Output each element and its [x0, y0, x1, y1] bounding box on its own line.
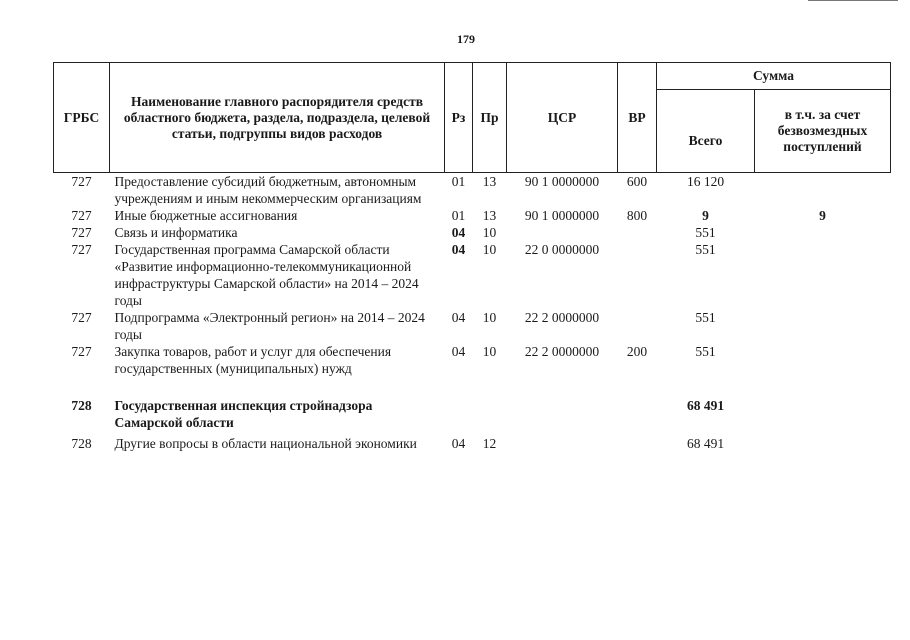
header-csr: ЦСР — [507, 63, 618, 173]
cell-rz: 04 — [451, 242, 466, 257]
cell-grbs: 727 — [71, 208, 92, 223]
cell-free — [755, 241, 891, 309]
table-row — [54, 224, 891, 241]
cell-pr: 10 — [482, 344, 497, 359]
cell-csr — [507, 224, 618, 241]
header-total: Всего — [657, 90, 755, 173]
cell-vr — [618, 224, 657, 241]
cell-total: 68 491 — [686, 436, 725, 451]
cell-pr: 13 — [482, 174, 497, 189]
table-row — [54, 207, 891, 224]
cell-grbs: 727 — [71, 174, 92, 189]
cell-pr: 10 — [482, 242, 497, 257]
cell-free — [755, 224, 891, 241]
cell-csr: 90 1 0000000 — [524, 174, 600, 189]
cell-rz: 01 — [451, 208, 466, 223]
table-row — [54, 241, 891, 309]
cell-csr — [507, 431, 618, 452]
cell-rz: 04 — [451, 225, 466, 240]
cell-vr: 600 — [626, 174, 648, 189]
cell-total: 16 120 — [686, 174, 725, 189]
cell-total: 551 — [695, 225, 716, 240]
cell-pr: 10 — [482, 225, 497, 240]
cell-grbs: 727 — [71, 344, 92, 359]
cell-free — [755, 173, 891, 208]
cell-free — [755, 397, 891, 431]
cell-total: 551 — [695, 242, 716, 257]
cell-name: Иные бюджетные ассигнования — [114, 208, 298, 223]
cell-vr — [618, 431, 657, 452]
budget-table — [53, 62, 891, 452]
cell-name: Государственная программа Самарской области «Развитие информационно-телекоммуникационной инфраструктуры Самарской области» на 2014 – 2024 годы — [114, 242, 419, 308]
cell-grbs: 727 — [71, 225, 92, 240]
page-number: 179 — [457, 32, 475, 46]
header-free: в т.ч. за счет безвозмездных поступлений — [755, 90, 891, 173]
cell-name: Другие вопросы в области национальной экономики — [114, 436, 417, 451]
cell-rz: 04 — [451, 436, 466, 451]
cell-total: 9 — [702, 208, 709, 223]
cell-vr: 800 — [626, 208, 648, 223]
cell-grbs: 727 — [71, 310, 92, 325]
table-row — [54, 343, 891, 377]
table-header — [54, 63, 891, 173]
cell-rz — [445, 397, 473, 431]
cell-total: 68 491 — [686, 398, 725, 413]
table-row-spacer — [54, 377, 891, 397]
cell-csr: 90 1 0000000 — [524, 208, 600, 223]
cell-free — [755, 431, 891, 452]
cell-csr: 22 0 0000000 — [524, 242, 600, 257]
header-vr: ВР — [618, 63, 657, 173]
table-row — [54, 397, 891, 431]
cell-rz: 04 — [451, 344, 466, 359]
cell-rz: 01 — [451, 174, 466, 189]
table-row — [54, 173, 891, 208]
cell-vr — [618, 241, 657, 309]
header-sum: Сумма — [657, 63, 891, 90]
cell-vr: 200 — [626, 344, 648, 359]
cell-grbs: 728 — [71, 436, 92, 451]
cell-pr: 12 — [482, 436, 497, 451]
cell-total: 551 — [695, 344, 716, 359]
cell-csr: 22 2 0000000 — [524, 344, 600, 359]
cell-pr: 13 — [482, 208, 497, 223]
cell-grbs: 728 — [71, 398, 92, 413]
table-body — [54, 173, 891, 453]
cell-total: 551 — [695, 310, 716, 325]
cell-name: Связь и информатика — [114, 225, 238, 240]
cell-name: Предоставление субсидий бюджетным, автономным учреждениям и иным некоммерческим организациям — [114, 174, 422, 206]
cell-free: 9 — [819, 208, 826, 223]
cell-vr — [618, 309, 657, 343]
cell-csr — [507, 397, 618, 431]
table-row — [54, 431, 891, 452]
header-pr: Пр — [473, 63, 507, 173]
cell-vr — [618, 397, 657, 431]
header-grbs: ГРБС — [54, 63, 110, 173]
cell-free — [755, 343, 891, 377]
cell-rz: 04 — [451, 310, 466, 325]
cell-pr — [473, 397, 507, 431]
top-edge-line — [808, 0, 898, 1]
cell-csr: 22 2 0000000 — [524, 310, 600, 325]
cell-pr: 10 — [482, 310, 497, 325]
header-rz: Рз — [445, 63, 473, 173]
cell-name: Закупка товаров, работ и услуг для обеспечения государственных (муниципальных) нужд — [114, 344, 392, 376]
cell-free — [755, 309, 891, 343]
cell-grbs: 727 — [71, 242, 92, 257]
cell-name: Подпрограмма «Электронный регион» на 2014 – 2024 годы — [114, 310, 425, 342]
header-name: Наименование главного распорядителя средств областного бюджета, раздела, подраздела, целевой статьи, подгруппы видов расходов — [110, 63, 445, 173]
cell-name: Государственная инспекция стройнадзора Самарской области — [114, 398, 373, 430]
table-row — [54, 309, 891, 343]
